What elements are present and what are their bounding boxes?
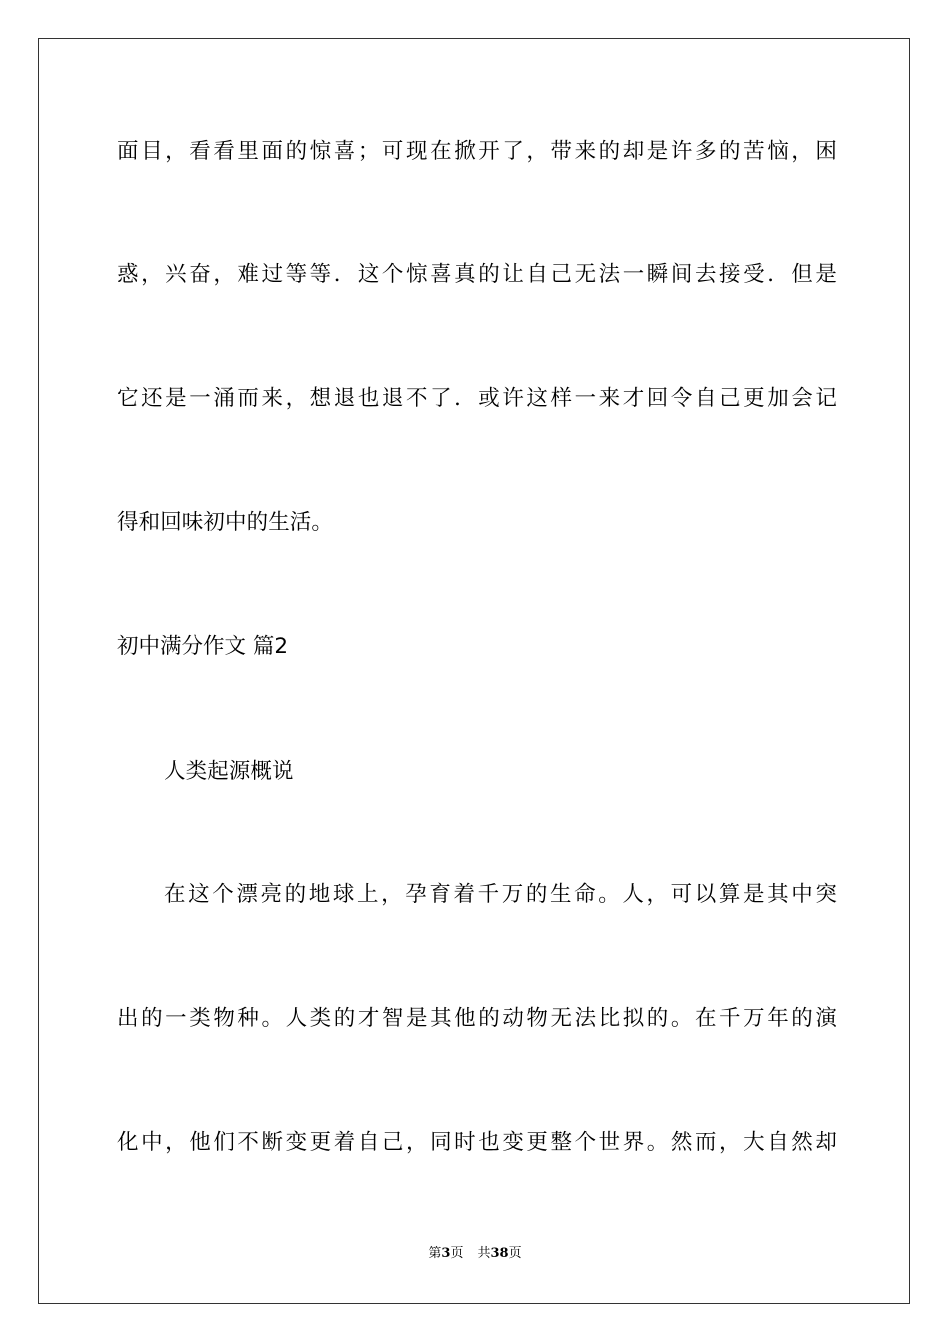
section-heading: 初中满分作文 篇2 — [117, 634, 289, 659]
total-suffix: 页 — [508, 1246, 522, 1261]
text-line: 它还是一涌而来，想退也退不了．或许这样一来才回令自己更加会记 — [117, 386, 837, 411]
text-line: 在这个漂亮的地球上，孕育着千万的生命。人，可以算是其中突 — [164, 882, 837, 907]
current-page-number: 3 — [441, 1246, 451, 1261]
total-pages-number: 38 — [490, 1246, 509, 1261]
total-prefix: 共 — [477, 1246, 491, 1261]
page-border — [38, 38, 910, 1304]
page-suffix: 页 — [450, 1246, 464, 1261]
page-footer — [0, 1245, 950, 1263]
page-prefix: 第 — [428, 1246, 442, 1261]
text-line: 得和回味初中的生活。 — [117, 510, 334, 535]
text-line: 出的一类物种。人类的才智是其他的动物无法比拟的。在千万年的演 — [117, 1006, 837, 1031]
text-line: 惑，兴奋，难过等等．这个惊喜真的让自己无法一瞬间去接受．但是 — [117, 262, 837, 287]
essay-title: 人类起源概说 — [164, 759, 294, 784]
text-line: 面目，看看里面的惊喜；可现在掀开了，带来的却是许多的苦恼，困 — [117, 139, 837, 164]
text-line: 化中，他们不断变更着自己，同时也变更整个世界。然而，大自然却 — [117, 1130, 837, 1155]
